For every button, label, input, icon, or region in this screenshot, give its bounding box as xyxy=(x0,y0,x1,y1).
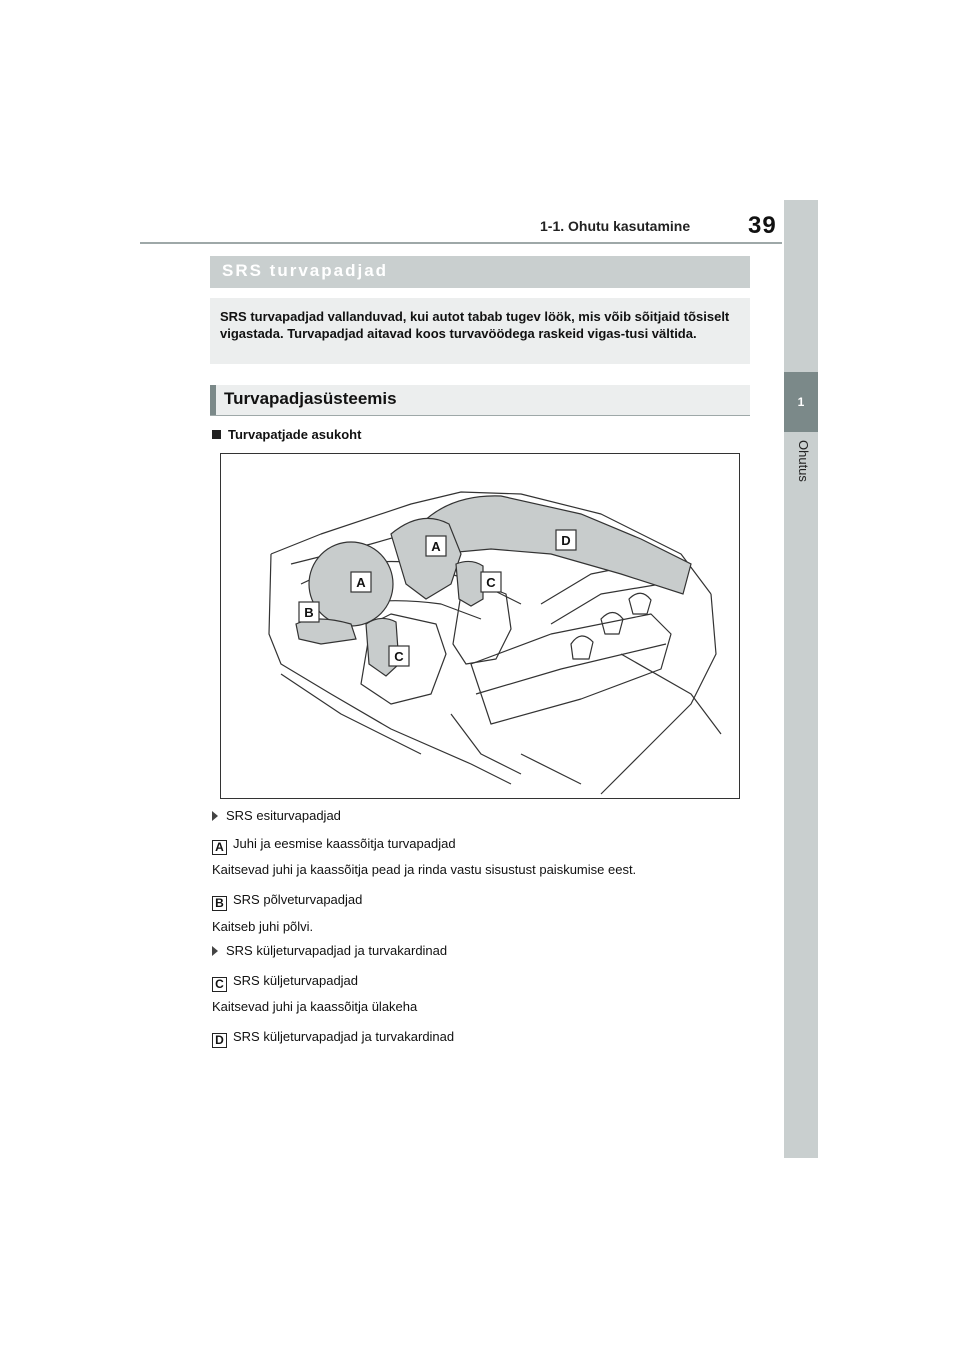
letter-b-box: B xyxy=(212,896,227,911)
item-d-text: SRS küljeturvapadjad ja turvakardinad xyxy=(233,1029,455,1044)
item-c-description: Kaitsevad juhi ja kaassõitja ülakeha xyxy=(212,999,418,1014)
arrow-bullet-icon xyxy=(212,946,218,956)
label-c-driver: C xyxy=(394,649,404,664)
letter-a-box: A xyxy=(212,840,227,855)
label-d: D xyxy=(561,533,571,548)
bullet-heading-text: Turvapatjade asukoht xyxy=(228,427,362,442)
page-number: 39 xyxy=(748,212,777,239)
section-title: SRS turvapadjad xyxy=(222,261,389,280)
group-front-airbags xyxy=(212,808,341,823)
intro-panel: SRS turvapadjad vallanduvad, kui autot tabab tugev löök, mis võib sõitjaid tõsiselt vigastada. Turvapadjad aitavad koos turvavöödega raskeid vigas-tusi vältida. xyxy=(210,298,750,364)
label-a-driver: A xyxy=(356,575,366,590)
passenger-side-airbag xyxy=(456,561,483,606)
item-a-text: Juhi ja eesmise kaassõitja turvapadjad xyxy=(233,836,456,851)
item-d xyxy=(212,1029,454,1048)
subsection-divider xyxy=(210,415,750,416)
item-a-description: Kaitsevad juhi ja kaassõitja pead ja rinda vastu sisustust paiskumise eest. xyxy=(212,862,637,877)
passenger-front-airbag xyxy=(391,518,461,599)
item-b-description: Kaitseb juhi põlvi. xyxy=(212,919,314,934)
group-side-airbags-text: SRS küljeturvapadjad ja turvakardinad xyxy=(226,943,448,958)
label-a-passenger: A xyxy=(431,539,441,554)
item-c-text: SRS küljeturvapadjad xyxy=(233,973,359,988)
label-c-passenger: C xyxy=(486,575,496,590)
item-b xyxy=(212,892,362,911)
letter-d-box: D xyxy=(212,1033,227,1048)
side-tab-number[interactable]: 1 xyxy=(784,372,818,432)
bullet-heading xyxy=(212,427,361,442)
side-tab-label: Ohutus xyxy=(796,440,811,482)
knee-airbag xyxy=(296,619,356,644)
letter-c-box: C xyxy=(212,977,227,992)
arrow-bullet-icon xyxy=(212,811,218,821)
item-a xyxy=(212,836,456,855)
header-divider xyxy=(140,242,782,244)
group-front-airbags-text: SRS esiturvapadjad xyxy=(226,808,341,823)
item-c xyxy=(212,973,358,992)
item-b-text: SRS põlveturvapadjad xyxy=(233,892,363,907)
chapter-title: 1-1. Ohutu kasutamine xyxy=(540,218,691,234)
label-b: B xyxy=(304,605,314,620)
subsection-title-bar xyxy=(210,385,750,415)
side-tab-strip xyxy=(784,200,818,1158)
subsection-title: Turvapadjasüsteemis xyxy=(224,389,397,408)
car-interior-drawing xyxy=(221,454,739,798)
airbag-illustration xyxy=(220,453,740,799)
section-title-bar xyxy=(210,256,750,288)
group-side-airbags xyxy=(212,943,447,958)
square-bullet-icon xyxy=(212,430,221,439)
